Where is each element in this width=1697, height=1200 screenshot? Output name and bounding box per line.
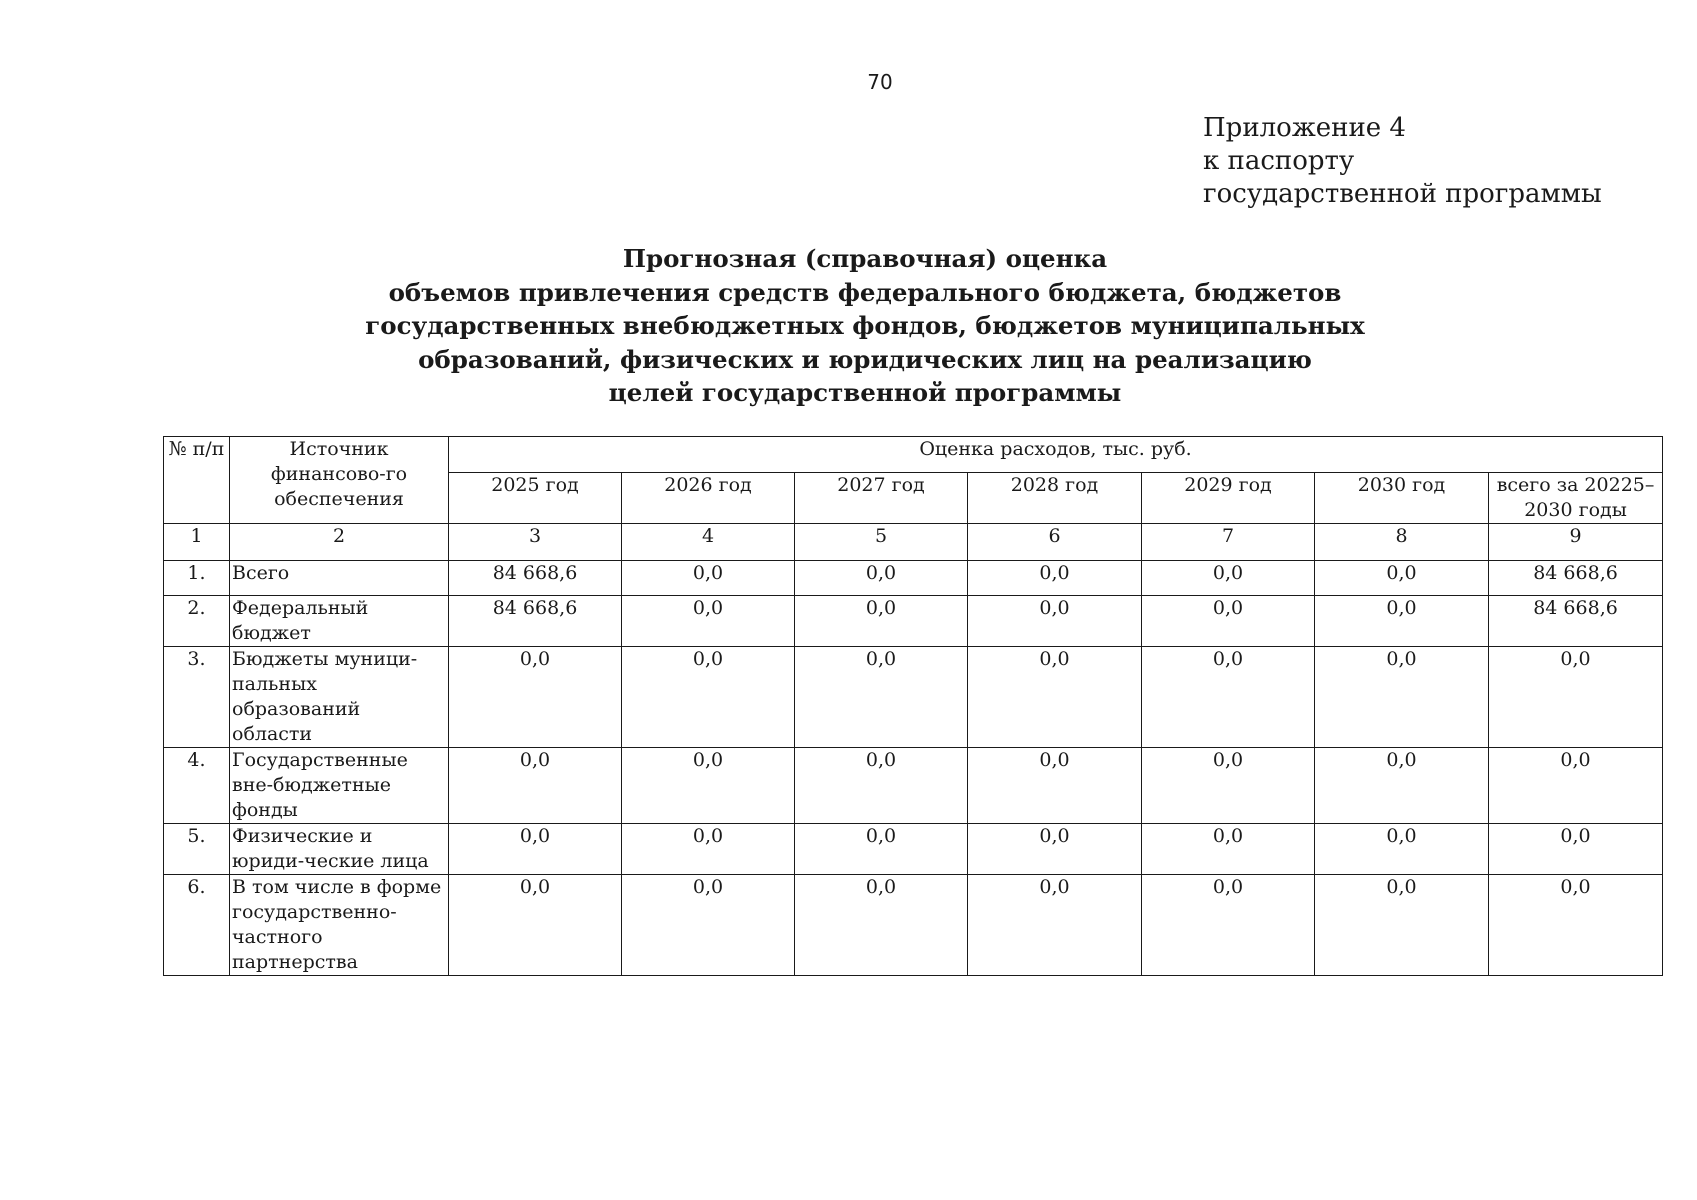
row-value: 0,0 <box>968 824 1142 875</box>
column-index: 3 <box>449 524 622 561</box>
row-source: Физические и юриди-ческие лица <box>230 824 449 875</box>
row-source: Всего <box>230 561 449 596</box>
row-value: 0,0 <box>968 561 1142 596</box>
header-source: Источник финансово-го обеспечения <box>230 437 449 524</box>
row-value: 84 668,6 <box>449 561 622 596</box>
row-num: 2. <box>164 596 230 647</box>
row-value: 0,0 <box>1142 596 1315 647</box>
document-title <box>300 242 1430 410</box>
row-total: 0,0 <box>1489 824 1663 875</box>
row-value: 0,0 <box>449 875 622 976</box>
column-index: 2 <box>230 524 449 561</box>
row-value: 0,0 <box>1142 647 1315 748</box>
row-value: 0,0 <box>795 824 968 875</box>
header-year: 2029 год <box>1142 473 1315 524</box>
row-value: 0,0 <box>449 647 622 748</box>
row-source: Бюджеты муници-пальных образований области <box>230 647 449 748</box>
title-line: объемов привлечения средств федерального бюджета, бюджетов <box>388 277 1342 307</box>
row-value: 0,0 <box>795 875 968 976</box>
row-value: 0,0 <box>622 748 795 824</box>
row-num: 6. <box>164 875 230 976</box>
row-value: 0,0 <box>795 748 968 824</box>
row-num: 4. <box>164 748 230 824</box>
header-year: 2030 год <box>1315 473 1489 524</box>
row-value: 0,0 <box>622 561 795 596</box>
row-num: 5. <box>164 824 230 875</box>
header-total: всего за 20225–2030 годы <box>1489 473 1663 524</box>
column-index: 4 <box>622 524 795 561</box>
row-value: 0,0 <box>968 748 1142 824</box>
title-line: государственных внебюджетных фондов, бюджетов муниципальных <box>365 311 1365 340</box>
row-value: 0,0 <box>1315 561 1489 596</box>
appendix-line: Приложение 4 <box>1203 113 1406 143</box>
row-total: 0,0 <box>1489 647 1663 748</box>
row-value: 84 668,6 <box>449 596 622 647</box>
title-line: целей государственной программы <box>608 378 1122 407</box>
row-value: 0,0 <box>622 647 795 748</box>
row-source: Государственные вне-бюджетные фонды <box>230 748 449 824</box>
header-expense-estimate: Оценка расходов, тыс. руб. <box>449 437 1663 473</box>
appendix-note <box>1203 112 1602 211</box>
appendix-line: к паспорту <box>1203 146 1355 176</box>
row-value: 0,0 <box>1142 748 1315 824</box>
row-value: 0,0 <box>1142 875 1315 976</box>
header-num: № п/п <box>164 437 230 524</box>
row-num: 1. <box>164 561 230 596</box>
column-index: 6 <box>968 524 1142 561</box>
row-value: 0,0 <box>1142 824 1315 875</box>
row-total: 84 668,6 <box>1489 561 1663 596</box>
row-total: 84 668,6 <box>1489 596 1663 647</box>
table-header-row <box>164 437 1663 473</box>
row-total: 0,0 <box>1489 875 1663 976</box>
row-value: 0,0 <box>1315 596 1489 647</box>
row-value: 0,0 <box>968 875 1142 976</box>
row-value: 0,0 <box>622 596 795 647</box>
row-value: 0,0 <box>795 596 968 647</box>
header-year: 2026 год <box>622 473 795 524</box>
appendix-line: государственной программы <box>1203 179 1602 209</box>
row-value: 0,0 <box>449 824 622 875</box>
header-year: 2028 год <box>968 473 1142 524</box>
column-index: 5 <box>795 524 968 561</box>
row-source: В том числе в форме государственно-частного партнерства <box>230 875 449 976</box>
page-number: 70 <box>867 70 893 94</box>
table-row <box>164 596 1663 647</box>
row-num: 3. <box>164 647 230 748</box>
table-row <box>164 647 1663 748</box>
row-value: 0,0 <box>449 748 622 824</box>
row-value: 0,0 <box>1315 875 1489 976</box>
financing-table <box>163 436 1663 976</box>
row-value: 0,0 <box>968 596 1142 647</box>
title-line: Прогнозная (справочная) оценка <box>622 244 1108 273</box>
row-value: 0,0 <box>1315 824 1489 875</box>
row-value: 0,0 <box>1142 561 1315 596</box>
column-index: 8 <box>1315 524 1489 561</box>
table-row <box>164 824 1663 875</box>
row-value: 0,0 <box>622 824 795 875</box>
row-value: 0,0 <box>622 875 795 976</box>
row-value: 0,0 <box>968 647 1142 748</box>
column-index: 9 <box>1489 524 1663 561</box>
title-line: образований, физических и юридических лиц на реализацию <box>418 344 1312 374</box>
column-index-row <box>164 524 1663 561</box>
header-year: 2025 год <box>449 473 622 524</box>
row-value: 0,0 <box>795 647 968 748</box>
row-value: 0,0 <box>1315 647 1489 748</box>
header-year: 2027 год <box>795 473 968 524</box>
table-row <box>164 561 1663 596</box>
row-value: 0,0 <box>795 561 968 596</box>
column-index: 7 <box>1142 524 1315 561</box>
row-total: 0,0 <box>1489 748 1663 824</box>
table-row <box>164 875 1663 976</box>
row-source: Федеральный бюджет <box>230 596 449 647</box>
table-row <box>164 748 1663 824</box>
row-value: 0,0 <box>1315 748 1489 824</box>
column-index: 1 <box>164 524 230 561</box>
